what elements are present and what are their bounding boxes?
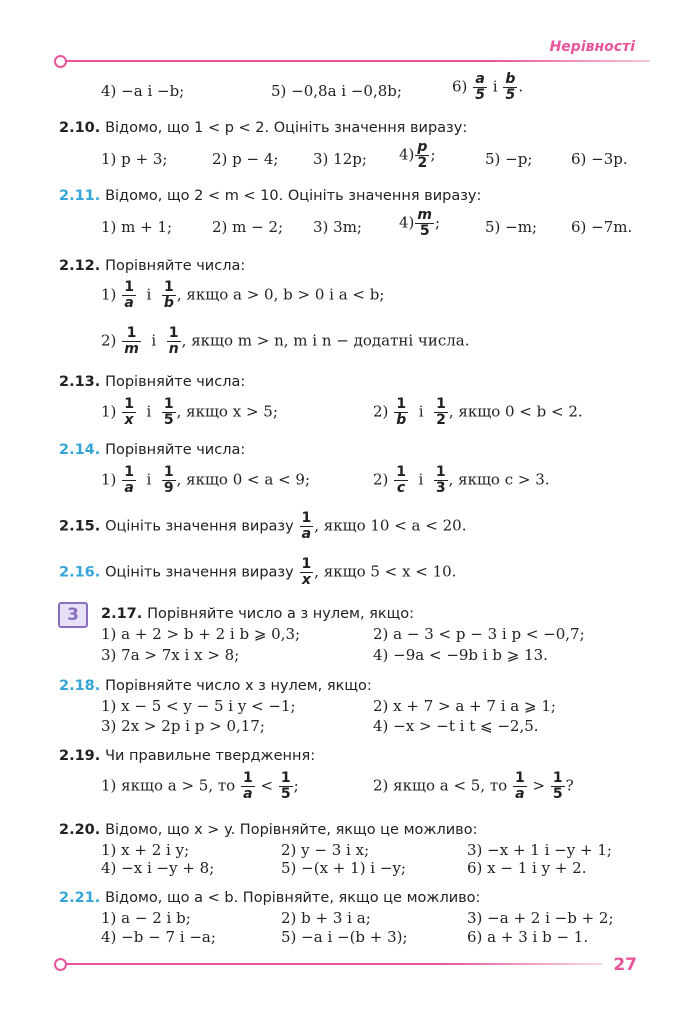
p218-item: 1) x − 5 < y − 5 і y < −1; <box>101 697 296 715</box>
problem-number: 2.10. <box>59 120 101 136</box>
problem-text: Відомо, що a < b. Порівняйте, якщо це можливо: <box>105 890 481 906</box>
problem-number: 2.12. <box>59 258 101 274</box>
problem-text: Відомо, що 2 < m < 10. Оцініть значення виразу: <box>105 188 482 204</box>
p221-item: 3) −a + 2 і −b + 2; <box>467 909 614 927</box>
p211-item: 4) $\frac{m}{5}$ ; <box>399 207 441 239</box>
fraction: $\frac{1}{x}$ <box>301 556 312 588</box>
page-number: 27 <box>613 955 637 975</box>
p210-item: 5) −p; <box>485 150 533 168</box>
header-rule <box>62 60 648 62</box>
p210-item: 4) $\frac{p}{2}$ ; <box>399 139 436 171</box>
problem-text: Порівняйте числа: <box>105 258 246 274</box>
problem-2-14-header <box>59 440 245 458</box>
p217-item: 3) 7a > 7x і x > 8; <box>101 646 240 664</box>
fraction: $\frac{1}{5}$ <box>552 770 563 802</box>
fraction: $\frac{1}{5}$ <box>280 770 291 802</box>
problem-number: 2.14. <box>59 442 101 458</box>
problem-number: 2.11. <box>59 188 101 204</box>
problem-2-20-header <box>59 820 477 838</box>
p213-item-2: 2) $\frac{1}{b}$ і $\frac{1}{2}$ , якщо 0 < b < 2. <box>373 396 583 428</box>
fraction: $\frac{1}{2}$ <box>436 396 446 428</box>
fraction: $\frac{1}{a}$ <box>514 770 525 802</box>
problem-number: 2.17. <box>101 606 143 622</box>
top-item-6: 6) $\frac{a}{5}$ і $\frac{b}{5}$ . <box>452 71 524 103</box>
p210-item: 6) −3p. <box>571 150 628 168</box>
problem-text: Чи правильне твердження: <box>105 748 316 764</box>
p214-item-2: 2) $\frac{1}{c}$ і $\frac{1}{3}$ , якщо c > 3. <box>373 464 550 496</box>
problem-number: 2.18. <box>59 678 101 694</box>
footer-circle-icon <box>54 958 67 971</box>
p211-item: 5) −m; <box>485 218 538 236</box>
problem-2-19-header <box>59 746 315 764</box>
fraction: $\frac{a}{5}$ <box>475 71 485 103</box>
problem-text: Відомо, що 1 < p < 2. Оцініть значення виразу: <box>105 120 468 136</box>
problem-2-11-header <box>59 186 481 204</box>
problem-2-21-header <box>59 888 480 906</box>
fraction: $\frac{1}{9}$ <box>163 464 174 496</box>
fraction: $\frac{1}{a}$ <box>242 770 253 802</box>
p217-item: 2) a − 3 < p − 3 і p < −0,7; <box>373 625 585 643</box>
p218-item: 4) −x > −t і t ⩽ −2,5. <box>373 717 539 735</box>
fraction: $\frac{1}{m}$ <box>124 325 139 357</box>
fraction: $\frac{1}{b}$ <box>396 396 407 428</box>
problem-number: 2.19. <box>59 748 101 764</box>
fraction: $\frac{1}{3}$ <box>435 464 446 496</box>
p221-item: 5) −a і −(b + 3); <box>281 928 408 946</box>
p220-item: 1) x + 2 і y; <box>101 841 190 859</box>
problem-text: Порівняйте числа: <box>105 442 246 458</box>
p212-item-2: 2) $\frac{1}{m}$ і $\frac{1}{n}$ , якщо m > n, m і n − додатні числа. <box>101 325 470 357</box>
problem-number: 2.20. <box>59 822 101 838</box>
problem-2-10-header <box>59 118 467 136</box>
problem-text: Порівняйте число a з нулем, якщо: <box>147 606 415 622</box>
p221-item: 6) a + 3 і b − 1. <box>467 928 589 946</box>
p218-item: 3) 2x > 2p і p > 0,17; <box>101 717 265 735</box>
problem-2-15: 2.15. Оцініть значення виразу $\frac{1}{a}$ , якщо 10 < a < 20. <box>59 510 467 542</box>
problem-number: 2.15. <box>59 518 101 535</box>
problem-text: Порівняйте число x з нулем, якщо: <box>105 678 372 694</box>
p211-item: 6) −7m. <box>571 218 633 236</box>
p220-item: 4) −x і −y + 8; <box>101 859 215 877</box>
p220-item: 3) −x + 1 і −y + 1; <box>467 841 612 859</box>
p210-item: 2) p − 4; <box>212 150 279 168</box>
problem-2-12-header <box>59 256 245 274</box>
p210-item: 3) 12p; <box>313 150 367 168</box>
fraction: $\frac{1}{a}$ <box>124 279 134 311</box>
p211-item: 2) m − 2; <box>212 218 284 236</box>
problem-text: Оцініть значення виразу <box>105 564 294 581</box>
problem-2-13-header <box>59 372 245 390</box>
level-3-badge: 3 <box>58 602 88 628</box>
fraction: $\frac{p}{2}$ <box>417 139 428 171</box>
p220-item: 6) x − 1 і y + 2. <box>467 859 587 877</box>
fraction: $\frac{1}{c}$ <box>396 464 406 496</box>
header-circle-icon <box>54 55 67 68</box>
fraction: $\frac{1}{5}$ <box>163 396 174 428</box>
fraction: $\frac{m}{5}$ <box>417 207 432 239</box>
fraction: $\frac{1}{b}$ <box>163 279 174 311</box>
fraction: $\frac{b}{5}$ <box>505 71 516 103</box>
problem-2-16: 2.16. Оцініть значення виразу $\frac{1}{x}$ , якщо 5 < x < 10. <box>59 556 457 588</box>
fraction: $\frac{1}{n}$ <box>168 325 179 357</box>
p211-item: 1) m + 1; <box>101 218 173 236</box>
p217-item: 1) a + 2 > b + 2 і b ⩾ 0,3; <box>101 625 301 643</box>
p219-item-2: 2) якщо a < 5, то $\frac{1}{a}$ > $\frac{1}{5}$ ? <box>373 770 574 802</box>
p211-item: 3) 3m; <box>313 218 362 236</box>
p212-item-1: 1) $\frac{1}{a}$ і $\frac{1}{b}$ , якщо a > 0, b > 0 і a < b; <box>101 279 385 311</box>
problem-number: 2.13. <box>59 374 101 390</box>
p219-item-1: 1) якщо a > 5, то $\frac{1}{a}$ < $\frac{1}{5}$ ; <box>101 770 299 802</box>
p221-item: 2) b + 3 і a; <box>281 909 371 927</box>
p218-item: 2) x + 7 > a + 7 і a ⩾ 1; <box>373 697 556 715</box>
top-item-5: 5) −0,8a і −0,8b; <box>271 82 402 100</box>
p220-item: 5) −(x + 1) і −y; <box>281 859 406 877</box>
fraction: $\frac{1}{a}$ <box>301 510 312 542</box>
p220-item: 2) y − 3 і x; <box>281 841 370 859</box>
problem-text: Оцініть значення виразу <box>105 518 294 535</box>
footer-rule <box>62 963 602 965</box>
problem-2-17-header <box>101 604 414 622</box>
p210-item: 1) p + 3; <box>101 150 168 168</box>
p217-item: 4) −9a < −9b і b ⩾ 13. <box>373 646 548 664</box>
top-item-4: 4) −a і −b; <box>101 82 185 100</box>
fraction: $\frac{1}{a}$ <box>124 464 134 496</box>
problem-2-18-header <box>59 676 372 694</box>
problem-text: Відомо, що x > y. Порівняйте, якщо це можливо: <box>105 822 478 838</box>
p214-item-1: 1) $\frac{1}{a}$ і $\frac{1}{9}$ , якщо 0 < a < 9; <box>101 464 311 496</box>
fraction: $\frac{1}{x}$ <box>124 396 134 428</box>
problem-number: 2.21. <box>59 890 101 906</box>
p221-item: 4) −b − 7 і −a; <box>101 928 216 946</box>
p213-item-1: 1) $\frac{1}{x}$ і $\frac{1}{5}$ , якщо x > 5; <box>101 396 278 428</box>
problem-text: Порівняйте числа: <box>105 374 246 390</box>
section-title: Нерівності <box>549 39 635 55</box>
problem-number: 2.16. <box>59 564 101 581</box>
p221-item: 1) a − 2 і b; <box>101 909 191 927</box>
